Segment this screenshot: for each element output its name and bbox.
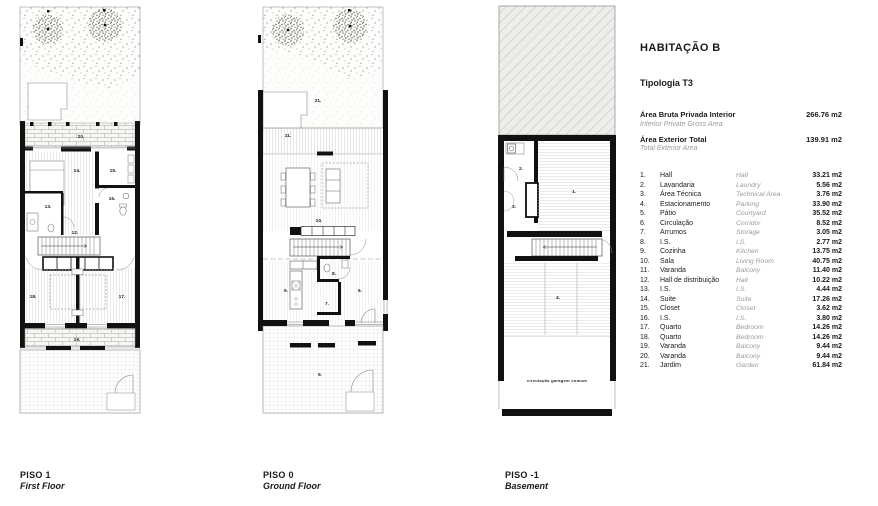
room-label-20: 20. — [77, 135, 85, 140]
room-name-pt: Varanda — [660, 352, 686, 360]
door-arc — [504, 191, 514, 201]
toilet — [48, 224, 54, 232]
pisoM1-parking-4 — [504, 261, 610, 337]
room-number: 1. — [640, 172, 646, 179]
floor-plan-piso-0 — [257, 5, 389, 415]
room-number: 20. — [640, 352, 650, 360]
room-number: 15. — [640, 305, 650, 312]
room-area: 3.80 m2 — [816, 314, 842, 322]
area-summary — [640, 110, 842, 152]
piso0-stairs — [263, 227, 383, 260]
room-row — [640, 172, 842, 182]
door-arc — [504, 167, 518, 181]
room-name-en: I.S. — [736, 286, 747, 293]
room-area: 4.44 m2 — [816, 286, 842, 293]
room-area: 11.40 m2 — [812, 267, 842, 274]
piso1-bedroom-south-wall — [25, 323, 135, 329]
room-label-9: 9. — [283, 289, 289, 294]
area-label-pt: Área Bruta Privada Interior — [640, 110, 736, 119]
garage-circulation-label: circulação garagem comum — [526, 378, 588, 383]
area-value: 139.91 m2 — [806, 134, 842, 144]
room-label-12: 12. — [71, 231, 79, 236]
room-label-11: 11. — [284, 134, 292, 139]
room-area: 9.44 m2 — [816, 352, 842, 360]
area-label-en: Total Exterior Area — [640, 145, 698, 152]
room-name-pt: Estacionamento — [660, 200, 711, 208]
sink — [342, 260, 348, 268]
room-number: 10. — [640, 257, 650, 265]
room-name-pt: Área Técnica — [660, 191, 702, 198]
room-number: 2. — [640, 181, 646, 189]
room-name-pt: Closet — [660, 305, 680, 312]
pisoM1-laundry-2 — [504, 143, 524, 181]
room-row — [640, 277, 842, 287]
room-area: 9.44 m2 — [816, 343, 842, 350]
room-name-en: Garden — [736, 362, 759, 369]
room-row — [640, 220, 842, 230]
room-name-en: Kitchen — [736, 248, 759, 255]
room-number: 16. — [640, 314, 650, 322]
piso0-kitchen-9 — [263, 261, 383, 325]
room-name-en: Balcony — [736, 343, 761, 350]
room-row — [640, 315, 842, 325]
room-area: 2.77 m2 — [816, 238, 842, 246]
room-number: 12. — [640, 276, 650, 284]
room-row — [640, 334, 842, 344]
pisoM1-stairs — [507, 231, 612, 261]
room-name-pt: I.S. — [660, 314, 671, 322]
room-number: 3. — [640, 191, 646, 198]
room-name-en: Hall — [736, 172, 748, 179]
room-name-pt: Quarto — [660, 324, 682, 331]
room-label-13: 13. — [44, 205, 52, 210]
room-area: 13.75 m2 — [812, 248, 842, 255]
room-name-pt: Pátio — [660, 210, 676, 217]
floor-name-pt: PISO 0 — [263, 470, 294, 480]
wall — [95, 152, 99, 189]
room-number: 17. — [640, 324, 650, 331]
room-name-pt: Sala — [660, 257, 675, 265]
room-name-en: I.S. — [736, 314, 747, 322]
room-label-4: 4. — [555, 296, 561, 301]
room-name-en: Courtyard — [736, 210, 766, 217]
legend-typology: Tipologia T3 — [640, 78, 693, 88]
legend-title: HABITAÇÃO B — [640, 42, 721, 54]
room-number: 9. — [640, 248, 646, 255]
pisoM1-garage-circulation — [499, 337, 615, 416]
legend-panel — [640, 42, 842, 372]
room-label-5: 5. — [317, 373, 323, 378]
room-name-pt: Jardim — [660, 362, 682, 369]
room-name-pt: I.S. — [660, 238, 671, 246]
room-name-pt: Cozinha — [660, 248, 686, 255]
room-row — [640, 239, 842, 249]
room-area: 3.05 m2 — [816, 229, 842, 236]
room-name-en: Living Room — [736, 257, 774, 265]
room-name-en: Closet — [736, 305, 756, 312]
room-area: 10.22 m2 — [812, 276, 842, 284]
piso0-balcony-11 — [263, 128, 383, 156]
dining-table — [286, 168, 310, 207]
room-row — [640, 343, 842, 353]
pisoM1-slab-hatch — [499, 6, 615, 135]
room-row — [640, 267, 842, 277]
piso0-garden-21 — [258, 7, 383, 128]
room-row — [640, 191, 842, 201]
room-name-en: Hall — [736, 276, 748, 284]
room-name-pt: Hall de distribuição — [660, 276, 720, 284]
sink — [123, 193, 129, 199]
room-row — [640, 258, 842, 268]
room-label-7: 7. — [324, 302, 330, 307]
room-label-17: 17. — [118, 295, 126, 300]
wall — [95, 203, 99, 235]
room-name-en: Laundry — [736, 181, 761, 189]
room-row — [640, 248, 842, 258]
room-number: 21. — [640, 362, 650, 369]
room-row — [640, 305, 842, 315]
area-row-exterior — [640, 135, 842, 153]
piso1-balcony-20 — [25, 122, 135, 152]
pisoM1-hall-1 — [538, 141, 610, 233]
room-name-en: Bedroom — [736, 333, 764, 341]
room-name-pt: I.S. — [660, 286, 671, 293]
toilet — [324, 264, 330, 272]
room-name-en: I.S. — [736, 238, 747, 246]
room-number: 14. — [640, 295, 650, 303]
room-label-1: 1. — [571, 190, 577, 195]
piso1-terrace — [20, 346, 140, 413]
room-area: 35.52 m2 — [812, 210, 842, 217]
room-name-en: Corridor — [736, 219, 761, 227]
room-row — [640, 362, 842, 372]
room-label-15: 15. — [109, 169, 117, 174]
room-area: 40.75 m2 — [812, 257, 842, 265]
room-name-en: Suite — [736, 295, 752, 303]
room-number: 18. — [640, 333, 650, 341]
floor-label-piso-m1 — [505, 470, 548, 491]
room-label-8: 8. — [331, 272, 337, 277]
roof-terrace — [28, 83, 67, 120]
room-area: 3.76 m2 — [816, 191, 842, 198]
door-arc — [350, 239, 366, 255]
area-value: 266.76 m2 — [806, 110, 842, 119]
room-label-21: 21. — [314, 99, 322, 104]
room-number: 6. — [640, 219, 646, 227]
room-area: 3.62 m2 — [816, 305, 842, 312]
floor-plan-piso-m1 — [497, 5, 617, 419]
room-name-pt: Circulação — [660, 219, 694, 227]
room-label-14: 14. — [73, 169, 81, 174]
roof-terrace — [263, 92, 307, 128]
floor-name-en: First Floor — [20, 481, 65, 491]
piso1-closet-15 — [99, 152, 135, 186]
room-label-18: 18. — [29, 295, 37, 300]
room-row — [640, 286, 842, 296]
room-name-en: Balcony — [736, 352, 761, 360]
room-label-10: 10. — [315, 219, 323, 224]
piso1-balcony-19 — [25, 329, 135, 347]
floor-label-piso-1 — [20, 470, 65, 491]
room-name-pt: Lavandaria — [660, 181, 695, 189]
room-area: 5.56 m2 — [816, 181, 842, 189]
floor-name-en: Basement — [505, 481, 549, 491]
room-name-en: Parking — [736, 200, 760, 208]
washing-machine — [508, 144, 516, 153]
room-row — [640, 201, 842, 211]
room-list — [640, 172, 842, 372]
floor-plan-piso-1 — [17, 5, 145, 417]
room-name-en: Bedroom — [736, 324, 764, 331]
room-area: 33.90 m2 — [812, 200, 842, 208]
room-number: 4. — [640, 200, 646, 208]
room-label-19: 19. — [73, 338, 81, 343]
room-name-pt: Varanda — [660, 267, 686, 274]
toilet — [120, 207, 126, 215]
room-label-6: 6. — [357, 289, 363, 294]
room-row — [640, 353, 842, 363]
room-number: 13. — [640, 286, 650, 293]
room-area: 33.21 m2 — [812, 172, 842, 179]
room-name-pt: Suite — [660, 295, 676, 303]
room-row — [640, 324, 842, 334]
room-area: 14.26 m2 — [812, 333, 842, 341]
room-name-en: Technical Area — [736, 191, 781, 198]
room-label-2: 2. — [518, 167, 524, 172]
floor-label-piso-0 — [263, 470, 321, 491]
piso1-bath-16 — [99, 185, 135, 235]
room-name-en: Balcony — [736, 267, 761, 274]
pisoM1-technical-3 — [504, 183, 538, 217]
floor-name-pt: PISO 1 — [20, 470, 51, 480]
room-row — [640, 296, 842, 306]
room-name-en: Storage — [736, 229, 760, 236]
floor-name-en: Ground Floor — [263, 481, 321, 491]
room-area: 17.26 m2 — [812, 295, 842, 303]
room-area: 14.26 m2 — [812, 324, 842, 331]
room-label-16: 16. — [108, 197, 116, 202]
room-number: 8. — [640, 238, 646, 246]
room-label-3: 3. — [511, 205, 517, 210]
room-area: 8.52 m2 — [816, 219, 842, 227]
room-number: 11. — [640, 267, 650, 274]
room-row — [640, 229, 842, 239]
piso1-garden — [20, 7, 140, 125]
room-number: 5. — [640, 210, 646, 217]
area-row-interior — [640, 110, 842, 128]
room-name-pt: Varanda — [660, 343, 686, 350]
room-row — [640, 182, 842, 192]
sink — [30, 220, 35, 225]
room-number: 7. — [640, 229, 646, 236]
area-label-pt: Área Exterior Total — [640, 134, 707, 144]
piso0-living-10 — [263, 155, 383, 231]
floor-name-pt: PISO -1 — [505, 470, 540, 480]
room-number: 19. — [640, 343, 650, 350]
area-label-en: Interior Private Gross Area — [640, 120, 723, 128]
piso0-patio-5 — [263, 320, 383, 413]
room-row — [640, 210, 842, 220]
room-name-pt: Hall — [660, 172, 673, 179]
room-area: 61.84 m2 — [812, 362, 842, 369]
room-name-pt: Quarto — [660, 333, 682, 341]
room-name-pt: Arrumos — [660, 229, 687, 236]
